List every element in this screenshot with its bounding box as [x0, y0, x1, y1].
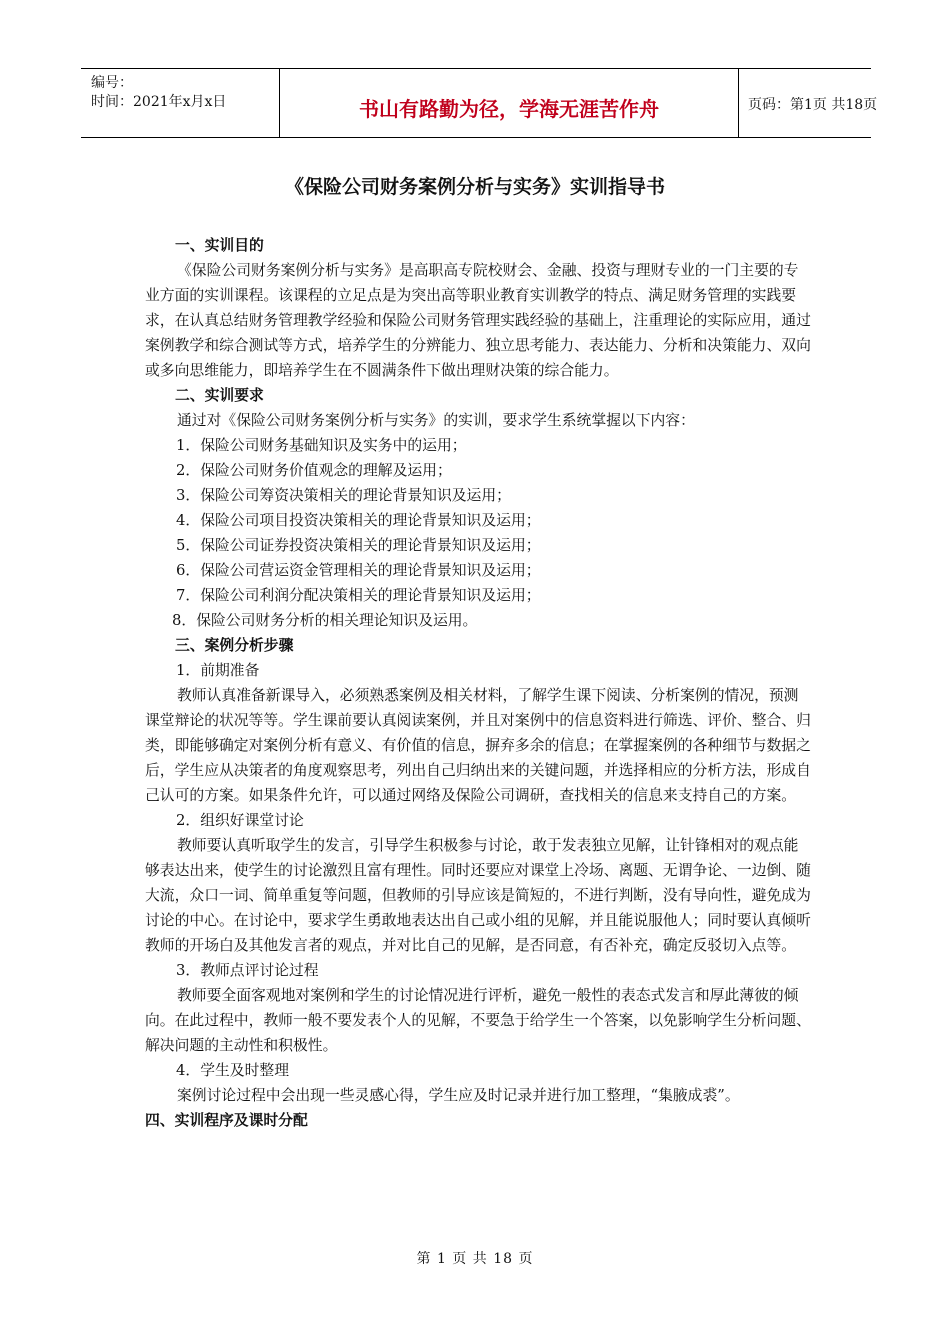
paragraph: 教师要认真听取学生的发言，引导学生积极参与讨论，敢于发表独立见解，让针锋相对的观点能够表达出来，使学生的讨论激烈且富有理性。同时还要应对课堂上冷场、离题、无谓争论、一边倒、随大流，众口一词、简单重复等问题，但教师的引导应该是简短的，不进行判断，没有导向性，避免成为讨论的中心。在讨论中，要求学生勇敢地表达出自己或小组的见解，并且能说服他人；同时要认真倾听教师的开场白及其他发言者的观点，并对比自己的见解，是否同意，有否补充，确定反驳切入点等。	[145, 837, 811, 954]
list-item: 3．保险公司筹资决策相关的理论背景知识及运用；	[176, 487, 511, 504]
page-footer: 第 1 页 共 18 页	[416, 1251, 534, 1267]
paragraph: 案例讨论过程中会出现一些灵感心得，学生应及时记录并进行加工整理，“集腋成裘”。	[177, 1087, 740, 1104]
list-item: 2．保险公司财务价值观念的理解及运用；	[176, 462, 452, 479]
section-heading-2: 二、实训要求	[175, 387, 264, 404]
serial-label: 编号：	[91, 75, 133, 91]
list-item: 7．保险公司利润分配决策相关的理论背景知识及运用；	[176, 587, 541, 604]
subheading: 4．学生及时整理	[176, 1062, 289, 1079]
list-item: 5．保险公司证券投资决策相关的理论背景知识及运用；	[176, 537, 541, 554]
section-heading-3: 三、案例分析步骤	[175, 637, 294, 654]
header-table	[81, 68, 878, 138]
list-item: 4．保险公司项目投资决策相关的理论背景知识及运用；	[176, 512, 541, 529]
section-2-intro: 通过对《保险公司财务案例分析与实务》的实训，要求学生系统掌握以下内容：	[177, 412, 695, 429]
document-title: 《保险公司财务案例分析与实务》实训指导书	[284, 176, 665, 198]
section-heading-4: 四、实训程序及课时分配	[145, 1112, 308, 1129]
section-heading-1: 一、实训目的	[175, 237, 264, 254]
section-1-paragraph: 《保险公司财务案例分析与实务》是高职高专院校财会、金融、投资与理财专业的一门主要的专业方面的实训课程。该课程的立足点是为突出高等职业教育实训教学的特点、满足财务管理的实践要求，在认真总结财务管理教学经验和保险公司财务管理实践经验的基础上，注重理论的实际应用，通过案例教学和综合测试等方式，培养学生的分辨能力、独立思考能力、表达能力、分析和决策能力、双向或多向思维能力，即培养学生在不圆满条件下做出理财决策的综合能力。	[145, 262, 811, 379]
page-info: 页码：第1页 共18页	[748, 97, 878, 113]
subheading: 1．前期准备	[176, 662, 260, 679]
header-page-cell	[738, 69, 878, 137]
document-body	[145, 233, 813, 1133]
motto: 书山有路勤为径，学海无涯苦作舟	[359, 97, 659, 121]
time-label: 时间：2021年x月x日	[91, 94, 227, 110]
list-item: 1．保险公司财务基础知识及实务中的运用；	[176, 437, 467, 454]
header-motto-cell	[279, 69, 739, 137]
list-item: 6．保险公司营运资金管理相关的理论背景知识及运用；	[176, 562, 541, 579]
subheading: 2．组织好课堂讨论	[176, 812, 304, 829]
header-meta-cell	[81, 69, 279, 137]
paragraph: 教师要全面客观地对案例和学生的讨论情况进行评析，避免一般性的表态式发言和厚此薄彼的倾向。在此过程中，教师一般不要发表个人的见解，不要急于给学生一个答案，以免影响学生分析问题、解决问题的主动性和积极性。	[145, 987, 811, 1054]
subheading: 3．教师点评讨论过程	[176, 962, 319, 979]
paragraph: 教师认真准备新课导入，必须熟悉案例及相关材料，了解学生课下阅读、分析案例的情况，预测课堂辩论的状况等等。学生课前要认真阅读案例，并且对案例中的信息资料进行筛选、评价、整合、归类，即能够确定对案例分析有意义、有价值的信息，摒弃多余的信息；在掌握案例的各种细节与数据之后，学生应从决策者的角度观察思考，列出自己归纳出来的关键问题，并选择相应的分析方法，形成自己认可的方案。如果条件允许，可以通过网络及保险公司调研，查找相关的信息来支持自己的方案。	[145, 687, 811, 804]
list-item: 8．保险公司财务分析的相关理论知识及运用。	[172, 612, 478, 629]
